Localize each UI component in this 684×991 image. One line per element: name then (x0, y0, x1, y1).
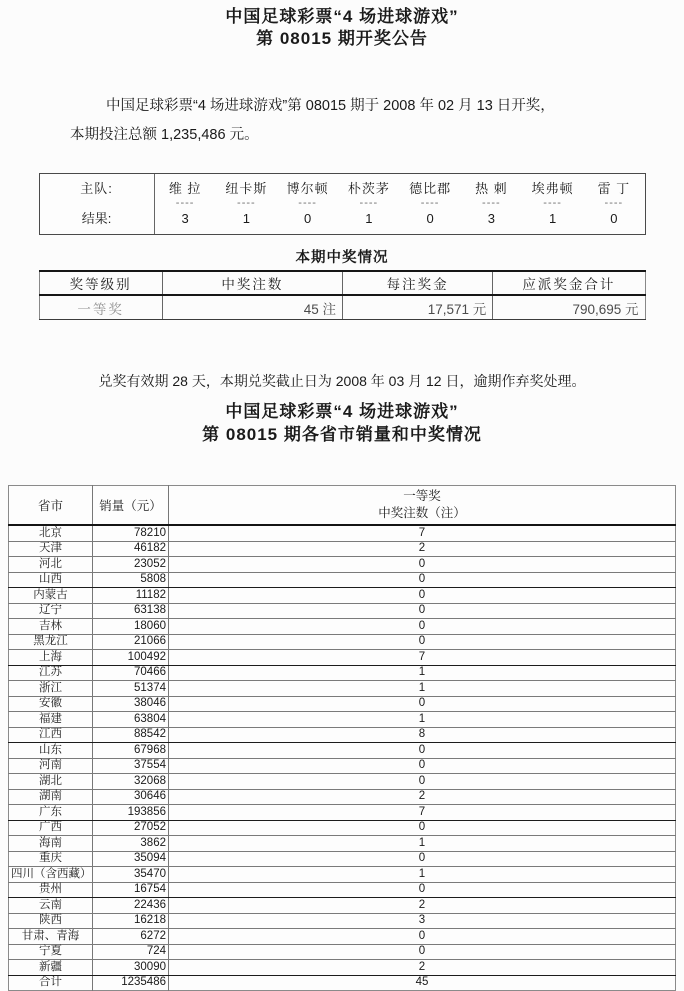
first-prize-header-line1: 一等奖 (403, 489, 441, 503)
province-cell: 云南 (9, 898, 93, 914)
separator-dashes: ---- (420, 197, 440, 209)
sales-cell: 51374 (93, 681, 169, 697)
prize-data-row (39, 295, 645, 320)
sales-table-row (9, 634, 676, 650)
sales-cell: 67968 (93, 743, 169, 759)
sales-table-row (9, 789, 676, 805)
first-prize-header-line2: 中奖注数（注） (378, 506, 466, 520)
sales-cell: 16218 (93, 913, 169, 929)
sales-table-row (9, 650, 676, 666)
label-spacer (40, 198, 154, 209)
wins-cell: 2 (169, 898, 676, 914)
home-team-label: 主队: (80, 181, 113, 196)
team-name: 维 拉 (168, 181, 202, 196)
wins-cell: 7 (169, 650, 676, 666)
team-name: 埃弗顿 (531, 181, 574, 196)
sales-cell: 63804 (93, 712, 169, 728)
sales-table-row (9, 665, 676, 681)
province-cell: 广东 (9, 805, 93, 821)
prize-level-header: 奖等级别 (39, 271, 162, 295)
sales-section-title-line2: 第 08015 期各省市销量和中奖情况 (202, 425, 482, 444)
redemption-notice: 兑奖有效期 28 天，本期兑奖截止日为 2008 年 03 月 12 日，逾期作弃奖处理。 (98, 373, 586, 389)
province-cell: 陕西 (9, 913, 93, 929)
wins-cell: 0 (169, 619, 676, 635)
sales-cell: 22436 (93, 898, 169, 914)
province-cell: 辽宁 (9, 603, 93, 619)
province-sales-table (8, 485, 676, 991)
sales-table-row (9, 603, 676, 619)
province-cell: 上海 (9, 650, 93, 666)
wins-cell: 0 (169, 820, 676, 836)
sales-table-row (9, 758, 676, 774)
sales-cell: 6272 (93, 929, 169, 945)
province-cell: 黑龙江 (9, 634, 93, 650)
first-prize-header (169, 486, 676, 526)
province-header: 省市 (9, 486, 93, 526)
province-cell: 江西 (9, 727, 93, 743)
province-cell: 山西 (9, 572, 93, 588)
wins-cell: 7 (169, 525, 676, 541)
prize-count-cell: 45 注 (162, 295, 342, 320)
wins-cell: 0 (169, 588, 676, 604)
sales-section-title (0, 400, 684, 446)
prize-amount-cell: 17,571 元 (343, 295, 493, 320)
prize-count-header: 中奖注数 (162, 271, 342, 295)
sales-section-title-line1: 中国足球彩票“4 场进球游戏” (225, 402, 459, 421)
sales-table-row (9, 572, 676, 588)
sales-cell: 193856 (93, 805, 169, 821)
province-cell: 湖南 (9, 789, 93, 805)
wins-cell: 0 (169, 774, 676, 790)
match-column (216, 174, 277, 234)
province-cell: 新疆 (9, 960, 93, 976)
sales-header-row (9, 486, 676, 526)
team-name: 德比郡 (409, 181, 452, 196)
sales-cell: 46182 (93, 541, 169, 557)
separator-dashes: ---- (543, 197, 562, 209)
prize-summary-title: 本期中奖情况 (295, 250, 389, 266)
wins-cell: 2 (169, 789, 676, 805)
document-title-line2: 第 08015 期开奖公告 (256, 29, 428, 48)
sales-cell: 70466 (93, 665, 169, 681)
match-results-table (39, 173, 646, 235)
wins-cell: 0 (169, 929, 676, 945)
province-cell: 北京 (9, 525, 93, 541)
sales-cell: 30646 (93, 789, 169, 805)
sales-table-row (9, 929, 676, 945)
team-name: 朴茨茅 (347, 181, 390, 196)
province-cell: 天津 (9, 541, 93, 557)
province-cell: 甘肃、青海 (9, 929, 93, 945)
sales-table-row (9, 820, 676, 836)
wins-cell: 7 (169, 805, 676, 821)
team-name: 纽卡斯 (225, 181, 268, 196)
match-column (400, 174, 461, 234)
result-label: 结果: (81, 211, 112, 226)
separator-dashes: ---- (237, 197, 256, 209)
sales-table-row (9, 836, 676, 852)
sales-table-row (9, 588, 676, 604)
sales-table-row (9, 805, 676, 821)
match-table-label-column (40, 174, 155, 234)
sales-table-row (9, 898, 676, 914)
wins-cell: 3 (169, 913, 676, 929)
province-cell: 合计 (9, 975, 93, 991)
sales-cell: 11182 (93, 588, 169, 604)
team-result: 3 (181, 211, 189, 226)
wins-cell: 0 (169, 758, 676, 774)
sales-cell: 724 (93, 944, 169, 960)
sales-cell: 5808 (93, 572, 169, 588)
sales-cell: 18060 (93, 619, 169, 635)
team-name: 博尔顿 (286, 181, 329, 196)
sales-table-row (9, 743, 676, 759)
sales-table-row (9, 913, 676, 929)
wins-cell: 1 (169, 712, 676, 728)
province-cell: 吉林 (9, 619, 93, 635)
document-title-line1: 中国足球彩票“4 场进球游戏” (225, 7, 459, 26)
province-cell: 河北 (9, 557, 93, 573)
separator-dashes: ---- (359, 197, 379, 209)
wins-cell: 1 (169, 867, 676, 883)
prize-level-cell: 一等奖 (39, 295, 162, 320)
sales-table-row (9, 525, 676, 541)
team-name: 雷 丁 (597, 181, 631, 196)
province-cell: 贵州 (9, 882, 93, 898)
prize-header-row (39, 271, 645, 295)
wins-cell: 2 (169, 960, 676, 976)
team-result: 1 (242, 211, 250, 226)
province-cell: 广西 (9, 820, 93, 836)
sales-cell: 35094 (93, 851, 169, 867)
sales-cell: 30090 (93, 960, 169, 976)
wins-cell: 1 (169, 836, 676, 852)
sales-table-row (9, 960, 676, 976)
wins-cell: 0 (169, 603, 676, 619)
wins-cell: 1 (169, 665, 676, 681)
province-cell: 湖北 (9, 774, 93, 790)
sales-cell: 27052 (93, 820, 169, 836)
sales-table-row (9, 727, 676, 743)
wins-cell: 0 (169, 557, 676, 573)
sales-table-row (9, 557, 676, 573)
sales-cell: 78210 (93, 525, 169, 541)
sales-table-row (9, 619, 676, 635)
province-cell: 安徽 (9, 696, 93, 712)
sales-cell: 3862 (93, 836, 169, 852)
team-name: 热 刺 (475, 181, 508, 196)
province-cell: 浙江 (9, 681, 93, 697)
sales-cell: 23052 (93, 557, 169, 573)
intro-paragraph (70, 92, 640, 150)
province-cell: 福建 (9, 712, 93, 728)
wins-cell: 0 (169, 634, 676, 650)
match-column (277, 174, 338, 234)
sales-cell: 88542 (93, 727, 169, 743)
sales-cell: 35470 (93, 867, 169, 883)
sales-header: 销量（元） (93, 486, 169, 526)
match-column (461, 174, 522, 234)
province-cell: 江苏 (9, 665, 93, 681)
sales-cell: 37554 (93, 758, 169, 774)
sales-table-row (9, 944, 676, 960)
wins-cell: 2 (169, 541, 676, 557)
prize-total-header: 应派奖金合计 (493, 271, 645, 295)
province-cell: 宁夏 (9, 944, 93, 960)
sales-table-row (9, 774, 676, 790)
match-column (155, 174, 216, 234)
sales-cell: 100492 (93, 650, 169, 666)
total-row (9, 975, 676, 991)
province-cell: 内蒙古 (9, 588, 93, 604)
sales-cell: 1235486 (93, 975, 169, 991)
team-result: 3 (487, 211, 495, 226)
province-cell: 河南 (9, 758, 93, 774)
wins-cell: 0 (169, 851, 676, 867)
document-title (0, 6, 684, 50)
team-result: 1 (549, 211, 557, 226)
team-result: 0 (304, 211, 312, 226)
team-result: 0 (426, 211, 434, 226)
wins-cell: 45 (415, 976, 429, 989)
separator-dashes: ---- (604, 197, 624, 209)
wins-cell: 0 (169, 572, 676, 588)
wins-cell: 0 (169, 696, 676, 712)
province-cell: 海南 (9, 836, 93, 852)
match-column (522, 174, 583, 234)
separator-dashes: ---- (175, 197, 195, 209)
sales-table-row (9, 867, 676, 883)
match-column (583, 174, 644, 234)
sales-cell: 38046 (93, 696, 169, 712)
prize-total-cell: 790,695 元 (493, 295, 645, 320)
prize-amount-header: 每注奖金 (343, 271, 493, 295)
intro-line2: 本期投注总额 1,235,486 元。 (70, 127, 259, 143)
sales-cell: 32068 (93, 774, 169, 790)
team-result: 0 (610, 211, 618, 226)
sales-table-row (9, 851, 676, 867)
wins-cell: 0 (169, 944, 676, 960)
sales-table-row (9, 681, 676, 697)
sales-cell: 63138 (93, 603, 169, 619)
sales-table-body (9, 525, 676, 991)
province-cell: 重庆 (9, 851, 93, 867)
sales-table-row (9, 712, 676, 728)
sales-table-row (9, 882, 676, 898)
prize-summary-table (39, 270, 646, 320)
intro-line1: 中国足球彩票“4 场进球游戏”第 08015 期于 2008 年 02 月 13 日开奖， (106, 98, 555, 114)
separator-dashes: ---- (298, 197, 317, 209)
wins-cell: 8 (169, 727, 676, 743)
wins-cell: 1 (169, 681, 676, 697)
province-cell: 山东 (9, 743, 93, 759)
sales-table-row (9, 696, 676, 712)
wins-cell: 0 (169, 882, 676, 898)
sales-cell: 16754 (93, 882, 169, 898)
match-column (338, 174, 399, 234)
separator-dashes: ---- (482, 197, 501, 209)
province-cell: 四川（含西藏） (9, 867, 93, 883)
wins-cell: 0 (169, 743, 676, 759)
team-result: 1 (365, 211, 373, 226)
sales-table-row (9, 541, 676, 557)
sales-cell: 21066 (93, 634, 169, 650)
